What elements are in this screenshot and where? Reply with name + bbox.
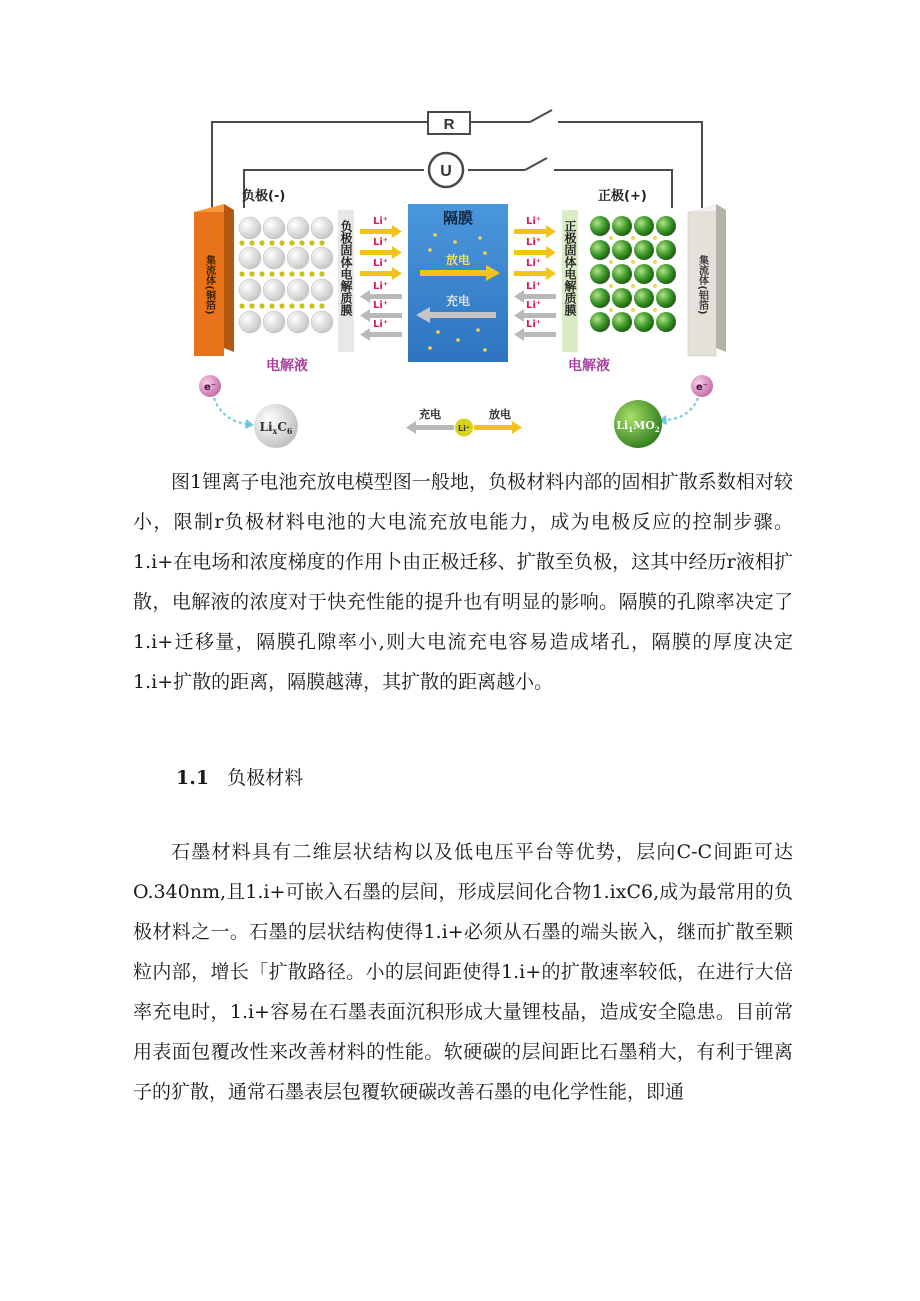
limo2-sphere — [614, 400, 662, 448]
separator-charge-label: 充电 — [445, 294, 471, 308]
positive-cei-label: 正极固体电解质膜 — [563, 220, 577, 316]
electron-arrow-left — [245, 419, 254, 429]
electron-label: e⁻ — [203, 382, 217, 393]
negative-current-collector — [194, 204, 234, 356]
section-heading — [176, 758, 303, 798]
positive-electrode-label: 正极(+) — [598, 189, 647, 204]
battery-diagram — [180, 100, 740, 460]
li-ion-label: Li⁺ — [373, 300, 389, 311]
legend-charge-arrow — [416, 425, 454, 430]
legend — [406, 407, 522, 437]
li-ion-label: Li⁺ — [526, 237, 542, 248]
li-arrow-discharge — [360, 258, 402, 280]
paragraph-2-text: 石墨材料具有二维层状结构以及低电压平台等优势，层向C-C间距可达O.340nm,且1.i+可嵌入石墨的层间，形成层间化合物1.ixC6,成为最常用的负极材料之一。石墨的层状结构使得1.i+必须从石墨的端头嵌入，继而扩散至颗粒内部，增长「扩散路径。小的层间距使得1.i+的扩散速率较低，在进行大倍率充电时，1.i+容易在石墨表面沉积形成大量锂枝晶，造成安全隐患。目前常用表面包覆改性来改善材料的性能。软硬碳的层间距比石墨稍大，有利于锂离子的犷散，通常石墨表层包覆软硬碳改善石墨的电化学性能，即通 — [133, 841, 793, 1103]
li-ion-label: Li⁺ — [526, 300, 542, 311]
li-ion-label: Li⁺ — [373, 216, 389, 227]
li-arrow-charge — [514, 319, 556, 341]
positive-electrolyte-label: 电解液 — [568, 358, 610, 374]
positive-cei-layer — [562, 210, 578, 352]
voltmeter-label: U — [440, 163, 452, 180]
electron-path-right — [666, 398, 698, 420]
li-ion-label: Li⁺ — [373, 281, 389, 292]
li-ion-label: Li⁺ — [526, 319, 542, 330]
electron-right — [691, 375, 713, 397]
li-arrow-discharge — [360, 237, 402, 259]
section-number: 1.1 — [176, 767, 210, 789]
li-ion-label: Li⁺ — [373, 319, 389, 330]
paragraph-1-text: 图1锂离子电池充放电模型图一般地，负极材料内部的固相扩散系数相对较小，限制r负极材料电池的大电流充放电能力，成为电极反应的控制步骤。1.i+在电场和浓度梯度的作用卜由正极迁移、扩散至负极，这其中经历r液相扩散，电解液的浓度对于快充性能的提升也有明显的影响。隔膜的孔隙率决定了1.i+迁移量，隔膜孔隙率小,则大电流充电容易造成堵孔，隔膜的厚度决定1.i+扩散的距离，隔膜越薄，其扩散的距离越小。 — [133, 471, 793, 693]
legend-discharge-label: 放电 — [489, 408, 511, 421]
li-ion-label: Li⁺ — [373, 237, 389, 248]
li-arrow-discharge — [514, 237, 556, 259]
lixc6-sphere — [254, 404, 298, 448]
negative-collector-label: 集流体(铜箔) — [203, 255, 215, 315]
paragraph-1 — [133, 462, 793, 702]
negative-electrode-label: 负极(-) — [242, 189, 286, 204]
legend-charge-label: 充电 — [419, 408, 441, 421]
legend-li-label: Li⁺ — [457, 424, 471, 433]
separator-label: 隔膜 — [442, 209, 474, 227]
resistor-label: R — [443, 116, 455, 133]
li-ion-label: Li⁺ — [526, 281, 542, 292]
separator-discharge-label: 放电 — [445, 253, 471, 267]
li-arrow-discharge — [360, 216, 402, 238]
li-ion-label: Li⁺ — [526, 216, 542, 227]
resistor — [428, 112, 470, 134]
li-ion-label: Li⁺ — [373, 258, 389, 269]
graphite-anode — [239, 217, 333, 333]
section-title: 负极材料 — [227, 767, 304, 789]
cathode-particles — [590, 216, 676, 332]
li-arrow-discharge — [514, 216, 556, 238]
negative-electrolyte-label: 电解液 — [266, 358, 308, 374]
positive-collector-label: 集流体(铝箔) — [696, 255, 708, 315]
electron-label: e⁻ — [695, 382, 709, 393]
legend-discharge-arrow — [474, 425, 512, 430]
voltmeter — [429, 153, 463, 187]
li-arrow-charge — [360, 319, 402, 341]
lixc6-formula: $Li_xC_6$ — [259, 420, 293, 436]
li-arrow-discharge — [514, 258, 556, 280]
right-ion-arrows — [514, 216, 556, 341]
negative-sei-layer — [338, 210, 354, 352]
electron-path-left — [214, 398, 246, 424]
negative-sei-label: 负极固体电解质膜 — [339, 220, 353, 316]
limo2-formula: $Li_1MO_2$ — [616, 419, 660, 434]
battery-diagram-svg — [180, 100, 740, 460]
separator — [408, 204, 508, 362]
electron-left — [199, 375, 221, 397]
positive-current-collector — [688, 204, 726, 356]
left-ion-arrows — [360, 216, 402, 341]
paragraph-2 — [133, 832, 793, 1112]
li-ion-label: Li⁺ — [526, 258, 542, 269]
